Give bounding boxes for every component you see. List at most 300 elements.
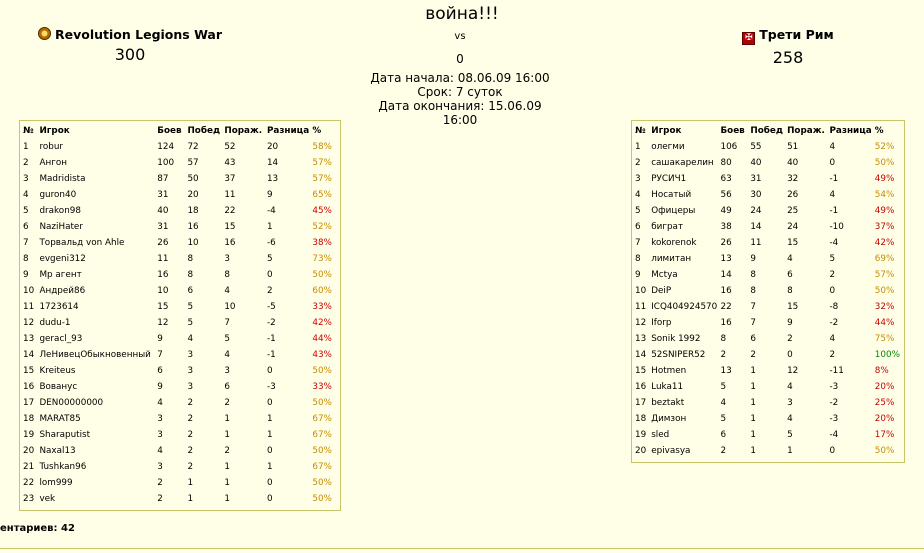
col-pct: 57% <box>874 270 895 280</box>
col-player[interactable]: Вованус <box>39 382 78 392</box>
col-num: 22 <box>23 478 35 488</box>
table-row <box>21 155 339 171</box>
col-battles: 100 <box>157 158 175 168</box>
col-diff: 0 <box>266 270 273 280</box>
col-wins: 72 <box>187 142 199 152</box>
col-wins: 2 <box>187 446 194 456</box>
col-num: 15 <box>23 366 35 376</box>
col-battles: 6 <box>720 430 727 440</box>
col-num: 10 <box>23 286 35 296</box>
col-losses: 15 <box>787 238 799 248</box>
right-clan-name-row[interactable] <box>728 27 848 45</box>
header-col-battles: Боев <box>720 126 745 136</box>
start-date: Дата начала: 08.06.09 16:00 <box>370 71 550 85</box>
col-num: 21 <box>23 462 35 472</box>
col-losses: 1 <box>224 462 230 472</box>
table-row <box>633 379 903 395</box>
col-losses: 15 <box>787 302 799 312</box>
table-row <box>21 491 339 507</box>
col-diff: 20 <box>266 142 279 152</box>
col-losses: 24 <box>787 222 799 232</box>
table-row <box>633 347 903 363</box>
col-losses: 1 <box>224 478 230 488</box>
col-player[interactable]: Ангон <box>39 158 67 168</box>
col-battles: 15 <box>157 302 169 312</box>
header-col-pct: % <box>874 126 884 136</box>
col-player[interactable]: биграт <box>651 222 684 232</box>
col-losses: 51 <box>787 142 799 152</box>
col-wins: 7 <box>750 302 756 312</box>
header-col-player: Игрок <box>651 126 682 136</box>
col-losses: 1 <box>787 446 793 456</box>
col-diff: -6 <box>266 238 276 248</box>
left-clan-name-row[interactable] <box>38 27 222 42</box>
col-num: 19 <box>23 430 35 440</box>
header-col-diff: Разница <box>829 126 872 136</box>
col-diff: -2 <box>829 318 839 328</box>
col-pct: 54% <box>874 190 895 200</box>
sun-emblem-icon <box>38 27 51 40</box>
col-wins: 6 <box>750 334 756 344</box>
col-pct: 17% <box>874 430 895 440</box>
table-row <box>633 427 903 443</box>
col-battles: 16 <box>157 270 169 280</box>
col-losses: 5 <box>787 430 793 440</box>
col-diff: 0 <box>266 398 273 408</box>
col-pct: 60% <box>312 286 332 296</box>
col-player[interactable]: Офицеры <box>651 206 696 216</box>
col-losses: 26 <box>787 190 799 200</box>
table-row <box>633 267 903 283</box>
col-diff: 2 <box>829 350 836 360</box>
col-diff: 9 <box>266 190 273 200</box>
col-wins: 2 <box>187 462 194 472</box>
col-player[interactable]: 52SNIPER52 <box>651 350 706 360</box>
col-player[interactable]: MARAT85 <box>39 414 81 424</box>
col-wins: 8 <box>187 254 194 264</box>
col-player[interactable]: Sonik 1992 <box>651 334 701 344</box>
col-battles: 26 <box>720 238 732 248</box>
col-player[interactable]: 1723614 <box>39 302 79 312</box>
col-losses: 52 <box>224 142 236 152</box>
col-num: 11 <box>23 302 35 312</box>
col-losses: 32 <box>787 174 799 184</box>
header-col-player: Игрок <box>39 126 70 136</box>
war-term: Срок: 7 суток <box>417 85 503 99</box>
col-battles: 9 <box>157 334 163 344</box>
col-diff: -1 <box>829 174 839 184</box>
table-row <box>633 363 903 379</box>
col-wins: 20 <box>187 190 199 200</box>
col-player[interactable]: epivasya <box>651 446 691 456</box>
col-player[interactable]: guron40 <box>39 190 77 200</box>
col-losses: 5 <box>224 334 230 344</box>
col-pct: 49% <box>874 206 895 216</box>
col-diff: 0 <box>266 478 273 488</box>
col-battles: 3 <box>157 462 163 472</box>
col-num: 19 <box>635 430 647 440</box>
col-num: 16 <box>23 382 35 392</box>
col-battles: 56 <box>720 190 732 200</box>
col-diff: -5 <box>266 302 276 312</box>
col-player[interactable]: Андрей86 <box>39 286 86 296</box>
col-losses: 37 <box>224 174 236 184</box>
col-battles: 12 <box>157 318 169 328</box>
col-player[interactable]: NaziHater <box>39 222 83 232</box>
col-diff: 0 <box>266 494 273 504</box>
table-row <box>633 187 903 203</box>
col-losses: 1 <box>224 494 230 504</box>
col-pct: 42% <box>874 238 895 248</box>
col-wins: 1 <box>750 366 756 376</box>
col-num: 7 <box>635 238 641 248</box>
col-player[interactable]: vek <box>39 494 56 504</box>
col-battles: 14 <box>720 270 732 280</box>
left-clan-score: 300 <box>114 45 146 64</box>
col-wins: 30 <box>750 190 762 200</box>
col-wins: 24 <box>750 206 762 216</box>
col-player[interactable]: Sharaputist <box>39 430 91 440</box>
col-wins: 16 <box>187 222 199 232</box>
col-player[interactable]: ЛеНивецОбыкновенный <box>39 350 151 360</box>
col-diff: 4 <box>829 190 836 200</box>
right-clan-score: 258 <box>772 48 804 67</box>
col-diff: -10 <box>829 222 844 232</box>
col-losses: 4 <box>787 382 793 392</box>
col-num: 23 <box>23 494 35 504</box>
col-battles: 13 <box>720 254 732 264</box>
col-wins: 1 <box>750 382 756 392</box>
col-player[interactable]: drakon98 <box>39 206 81 216</box>
center-score: 0 <box>456 52 464 66</box>
col-pct: 67% <box>312 414 332 424</box>
col-wins: 4 <box>187 334 194 344</box>
col-player[interactable]: Мр агент <box>39 270 82 280</box>
col-player[interactable]: Iforp <box>651 318 672 328</box>
col-pct: 75% <box>874 334 895 344</box>
col-diff: -1 <box>266 350 276 360</box>
table-row <box>21 379 339 395</box>
col-num: 4 <box>635 190 641 200</box>
col-wins: 2 <box>187 430 194 440</box>
col-player[interactable]: олегми <box>651 142 685 152</box>
col-num: 6 <box>635 222 641 232</box>
col-pct: 67% <box>312 430 332 440</box>
col-losses: 2 <box>787 334 793 344</box>
table-row <box>633 139 903 155</box>
col-pct: 20% <box>874 414 895 424</box>
col-diff: -3 <box>829 382 839 392</box>
col-diff: 1 <box>266 222 273 232</box>
col-pct: 44% <box>874 318 895 328</box>
col-pct: 52% <box>312 222 332 232</box>
table-row <box>21 283 339 299</box>
col-num: 14 <box>23 350 35 360</box>
rome-emblem-icon: ✠ <box>742 32 755 45</box>
col-diff: 0 <box>829 286 836 296</box>
right-clan-name[interactable]: Трети Рим <box>759 27 834 42</box>
col-battles: 87 <box>157 174 169 184</box>
col-player[interactable]: ICQ404924570 <box>651 302 718 312</box>
col-pct: 50% <box>874 446 895 456</box>
col-wins: 2 <box>750 350 756 360</box>
table-row <box>21 187 339 203</box>
table-row <box>21 443 339 459</box>
right-clan <box>728 27 848 67</box>
col-player[interactable]: lom999 <box>39 478 73 488</box>
header-col-num: № <box>635 126 646 136</box>
col-losses: 12 <box>787 366 799 376</box>
col-player[interactable]: geracl_93 <box>39 334 83 344</box>
col-pct: 8% <box>874 366 889 376</box>
col-losses: 4 <box>224 350 230 360</box>
col-player[interactable]: kokorenok <box>651 238 697 248</box>
col-losses: 6 <box>224 382 230 392</box>
col-pct: 50% <box>874 158 895 168</box>
col-wins: 2 <box>187 414 194 424</box>
table-row <box>633 299 903 315</box>
col-wins: 57 <box>187 158 199 168</box>
col-wins: 8 <box>187 270 194 280</box>
col-num: 2 <box>23 158 29 168</box>
col-player[interactable]: Tushkan96 <box>39 462 87 472</box>
left-players-table <box>19 120 341 511</box>
table-header-row <box>633 123 903 139</box>
col-diff: -2 <box>266 318 276 328</box>
col-player[interactable]: evgeni312 <box>39 254 86 264</box>
header-col-wins: Побед <box>750 126 783 136</box>
table-row <box>21 219 339 235</box>
col-battles: 49 <box>720 206 732 216</box>
col-player[interactable]: robur <box>39 142 64 152</box>
col-losses: 8 <box>224 270 230 280</box>
table-row <box>21 139 339 155</box>
table-row <box>21 171 339 187</box>
col-battles: 9 <box>157 382 163 392</box>
col-battles: 2 <box>720 446 727 456</box>
col-num: 18 <box>635 414 647 424</box>
col-battles: 106 <box>720 142 738 152</box>
col-diff: -1 <box>266 334 276 344</box>
col-battles: 38 <box>720 222 732 232</box>
col-wins: 2 <box>187 398 194 408</box>
col-num: 14 <box>635 350 647 360</box>
col-diff: 2 <box>266 286 273 296</box>
table-row <box>21 251 339 267</box>
table-row <box>633 219 903 235</box>
col-diff: 0 <box>266 446 273 456</box>
table-row <box>21 203 339 219</box>
col-losses: 43 <box>224 158 236 168</box>
col-player[interactable]: dudu-1 <box>39 318 71 328</box>
table-row <box>21 235 339 251</box>
table-row <box>633 171 903 187</box>
col-wins: 18 <box>187 206 199 216</box>
table-row <box>633 283 903 299</box>
comments-count: ентариев: 42 <box>0 523 75 534</box>
col-battles: 8 <box>720 334 727 344</box>
col-diff: -8 <box>829 302 839 312</box>
col-num: 13 <box>635 334 647 344</box>
header-col-battles: Боев <box>157 126 182 136</box>
header-col-num: № <box>23 126 34 136</box>
col-num: 16 <box>635 382 647 392</box>
col-battles: 5 <box>720 382 727 392</box>
col-player[interactable]: РУСИЧ1 <box>651 174 687 184</box>
col-num: 18 <box>23 414 35 424</box>
col-player[interactable]: DeiP <box>651 286 672 296</box>
col-num: 4 <box>23 190 29 200</box>
header-col-losses: Пораж. <box>787 126 825 136</box>
right-players-table <box>631 120 905 463</box>
col-diff: -4 <box>829 430 839 440</box>
col-losses: 15 <box>224 222 236 232</box>
table-header-row <box>21 123 339 139</box>
col-num: 13 <box>23 334 35 344</box>
vs-label: vs <box>454 31 466 42</box>
col-diff: 13 <box>266 174 279 184</box>
col-pct: 37% <box>874 222 895 232</box>
col-num: 20 <box>635 446 647 456</box>
col-losses: 1 <box>224 430 230 440</box>
col-pct: 69% <box>874 254 895 264</box>
col-player[interactable]: Торвальд von Ahle <box>39 238 125 248</box>
table-row <box>633 203 903 219</box>
col-pct: 50% <box>312 446 332 456</box>
col-num: 12 <box>635 318 647 328</box>
col-battles: 11 <box>157 254 169 264</box>
col-wins: 10 <box>187 238 199 248</box>
col-diff: 0 <box>829 446 836 456</box>
col-losses: 4 <box>787 254 793 264</box>
col-pct: 32% <box>874 302 895 312</box>
col-num: 17 <box>23 398 35 408</box>
col-num: 7 <box>23 238 29 248</box>
col-losses: 9 <box>787 318 793 328</box>
col-player[interactable]: Mctya <box>651 270 678 280</box>
col-losses: 16 <box>224 238 236 248</box>
col-pct: 73% <box>312 254 332 264</box>
col-player[interactable]: Luka11 <box>651 382 684 392</box>
col-player[interactable]: Kreiteus <box>39 366 76 376</box>
col-wins: 40 <box>750 158 762 168</box>
col-num: 15 <box>635 366 647 376</box>
col-wins: 14 <box>750 222 762 232</box>
col-wins: 3 <box>187 366 194 376</box>
col-losses: 3 <box>224 366 230 376</box>
table-row <box>21 395 339 411</box>
col-battles: 4 <box>157 398 163 408</box>
col-num: 12 <box>23 318 35 328</box>
col-player[interactable]: Madridista <box>39 174 86 184</box>
col-wins: 1 <box>750 446 756 456</box>
col-player[interactable]: лимитан <box>651 254 692 264</box>
table-row <box>21 427 339 443</box>
col-pct: 42% <box>312 318 332 328</box>
col-num: 5 <box>23 206 29 216</box>
table-row <box>21 331 339 347</box>
col-battles: 3 <box>157 414 163 424</box>
col-battles: 26 <box>157 238 169 248</box>
col-player[interactable]: Naxal13 <box>39 446 76 456</box>
table-row <box>633 235 903 251</box>
col-wins: 50 <box>187 174 199 184</box>
col-losses: 40 <box>787 158 799 168</box>
col-battles: 10 <box>157 286 169 296</box>
col-battles: 22 <box>720 302 732 312</box>
col-pct: 57% <box>312 174 332 184</box>
col-losses: 1 <box>224 414 230 424</box>
col-pct: 50% <box>312 398 332 408</box>
col-losses: 11 <box>224 190 236 200</box>
col-losses: 4 <box>224 286 230 296</box>
col-battles: 6 <box>157 366 163 376</box>
col-wins: 31 <box>750 174 762 184</box>
col-battles: 4 <box>720 398 727 408</box>
table-row <box>633 395 903 411</box>
col-pct: 50% <box>312 494 332 504</box>
col-player[interactable]: сашакарелин <box>651 158 714 168</box>
col-wins: 1 <box>750 430 756 440</box>
col-losses: 7 <box>224 318 230 328</box>
war-info <box>360 30 560 127</box>
col-num: 11 <box>635 302 647 312</box>
col-wins: 6 <box>187 286 194 296</box>
col-diff: 1 <box>266 414 273 424</box>
col-num: 10 <box>635 286 647 296</box>
col-player[interactable]: DEN00000000 <box>39 398 104 408</box>
table-row <box>633 155 903 171</box>
col-player[interactable]: sled <box>651 430 670 440</box>
col-battles: 2 <box>157 478 163 488</box>
col-battles: 2 <box>720 350 727 360</box>
col-player[interactable]: Димзон <box>651 414 687 424</box>
table-row <box>633 315 903 331</box>
col-battles: 124 <box>157 142 175 152</box>
col-wins: 1 <box>750 414 756 424</box>
col-player[interactable]: beztakt <box>651 398 685 408</box>
col-pct: 38% <box>312 238 332 248</box>
col-losses: 2 <box>224 446 230 456</box>
col-diff: 1 <box>266 462 273 472</box>
col-player[interactable]: Hotmen <box>651 366 687 376</box>
col-pct: 43% <box>312 350 332 360</box>
col-pct: 50% <box>874 286 895 296</box>
col-num: 1 <box>23 142 29 152</box>
col-num: 3 <box>635 174 641 184</box>
col-diff: 0 <box>266 366 273 376</box>
left-clan-name[interactable]: Revolution Legions War <box>55 27 223 42</box>
col-losses: 4 <box>787 414 793 424</box>
table-row <box>633 411 903 427</box>
col-pct: 52% <box>874 142 895 152</box>
col-pct: 49% <box>874 174 895 184</box>
col-wins: 55 <box>750 142 762 152</box>
col-wins: 7 <box>750 318 756 328</box>
table-row <box>633 443 903 459</box>
col-diff: -3 <box>829 414 839 424</box>
table-row <box>21 411 339 427</box>
col-battles: 3 <box>157 430 163 440</box>
col-player[interactable]: Носатый <box>651 190 692 200</box>
col-pct: 65% <box>312 190 332 200</box>
col-num: 2 <box>635 158 641 168</box>
col-wins: 9 <box>750 254 756 264</box>
table-row <box>21 267 339 283</box>
col-diff: -2 <box>829 398 839 408</box>
col-num: 1 <box>635 142 641 152</box>
col-losses: 3 <box>224 254 230 264</box>
